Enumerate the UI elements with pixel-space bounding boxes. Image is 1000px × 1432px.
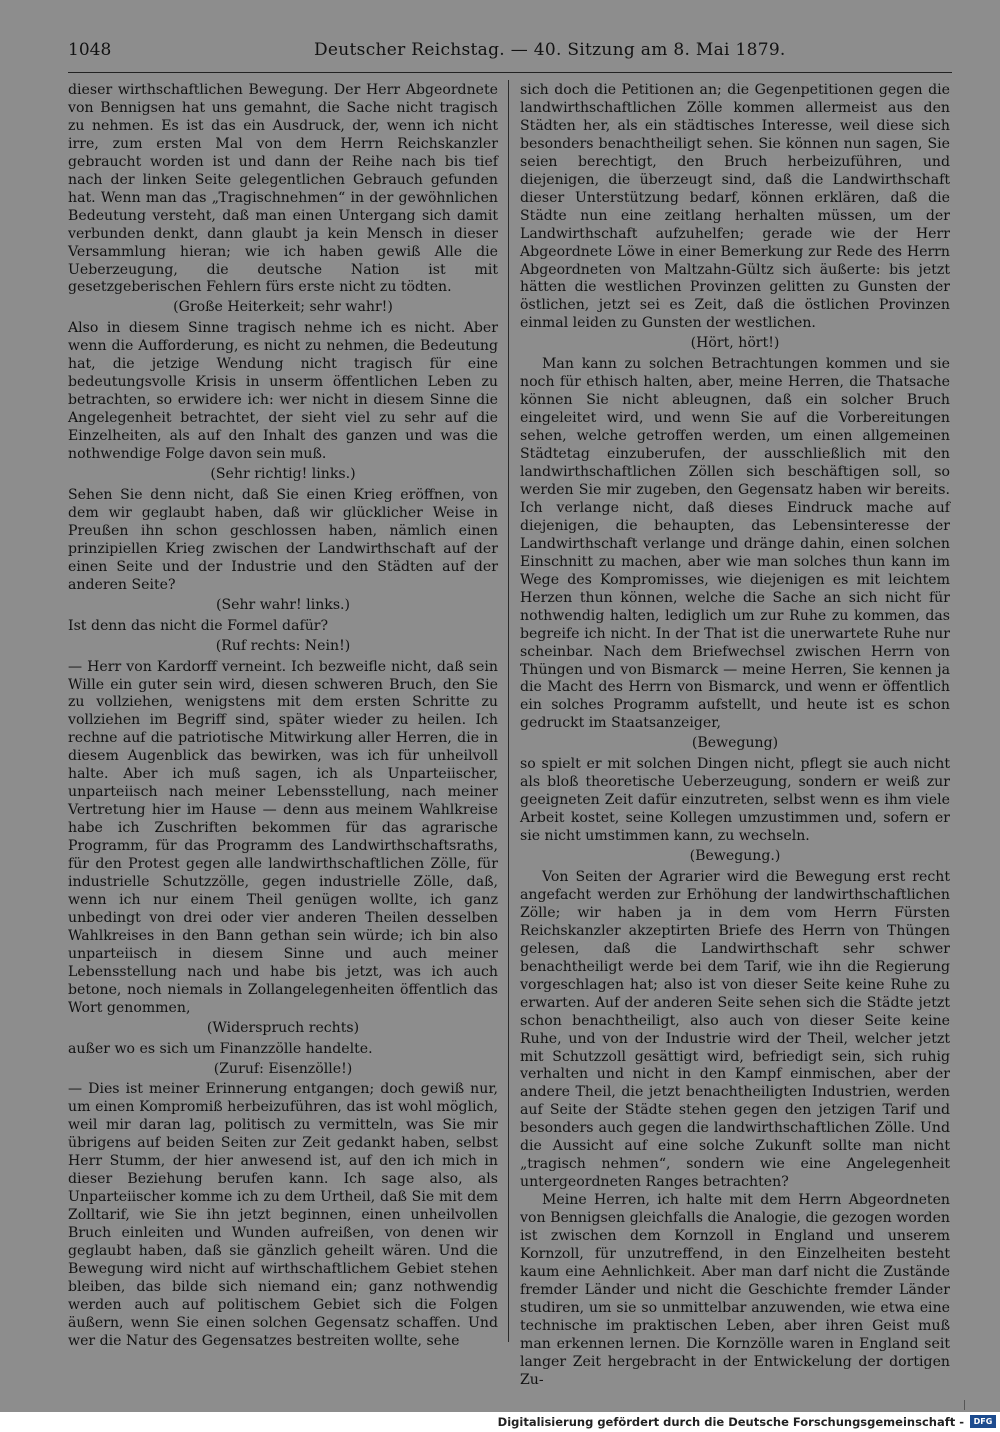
interjection: (Zuruf: Eisenzölle!) bbox=[213, 1060, 353, 1077]
digitization-footer bbox=[0, 1412, 1000, 1432]
interjection: (Widerspruch rechts) bbox=[206, 1019, 360, 1036]
footer-credit: Digitalisierung gefördert durch die Deutsche Forschungsgemeinschaft - bbox=[497, 1415, 964, 1429]
interjection: (Bewegung.) bbox=[689, 848, 781, 865]
speech-paragraph: Von Seiten der Agrarier wird die Bewegung erst recht angefacht werden zur Erhöhung der landwirthschaftlichen Zölle; wir haben ja in dem vom Herrn Fürsten Reichskanzler akzeptirten Briefe des Herrn von Thüngen gelesen, daß die Landwirthschaft sehr schwer benachtheiligt werde bei dem Tarif, wie ihn die Regierung vorgeschlagen hat; also ist von dieser Seite keine Ruhe zu erwarten. Auf der anderen Seite sehen sich die Städte jetzt schon benachtheiligt, also auch von dieser Seite keine Ruhe, und von der Industrie wird der Theil, welcher jetzt mit Schutzzoll gesättigt wird, befriedigt sein, sich ruhig verhalten und nicht in den Kampf einmischen, aber der andere Theil, die jetzt benachtheiligten Industrien, werden auf Seite der Städte stehen gegen den jetzigen Tarif und besonders auch gegen die landwirthschaftlichen Zölle. Und die Aussicht auf eine solche Zukunft sollte man nicht „tragisch nehmen“, sondern wie eine Angelegenheit untergeordneten Ranges betrachten? bbox=[520, 868, 950, 1191]
speech-paragraph: — Dies ist meiner Erinnerung entgangen; doch gewiß nur, um einen Kompromiß herbeizuführen, das ist wohl möglich, weil mir daran lag, politisch zu vermitteln, was Sie mir übrigens auf beiden Seiten zur Zeit gedankt haben, selbst Herr Stumm, der hier anwesend ist, auf den ich mich in dieser Beziehung berufen kann. Ich sage also, als Unparteiischer komme ich zu dem Urtheil, daß Sie mit dem Zolltarif, wie Sie ihn jetzt beginnen, einen unheilvollen Bruch einleiten und Wunden aufreißen, von denen wir geglaubt haben, daß sie gänzlich geheilt wären. Und die Bewegung wird nicht auf wirthschaftlichem Gebiet stehen bleiben, das bilde sich niemand ein; ganz nothwendig werden auch auf politischem Gebiet sich die Folgen äußern, wenn Sie einen solchen Gegensatz schaffen. Und wer die Natur des Gegensatzes bestreiten wollte, sehe bbox=[68, 1081, 498, 1349]
text-column-right bbox=[520, 82, 950, 1388]
interjection: (Sehr richtig! links.) bbox=[210, 466, 356, 483]
page-header bbox=[68, 40, 954, 66]
interjection: (Bewegung) bbox=[691, 735, 779, 752]
running-title: Deutscher Reichstag. — 40. Sitzung am 8. Mai 1879. bbox=[314, 40, 786, 60]
speech-paragraph: sich doch die Petitionen an; die Gegenpetitionen gegen die landwirthschaftlichen Zölle kommen allermeist aus den Städten her, als ein städtisches Interesse, weil diese sich besonders benachtheiligt sehen. Sie können nun sagen, Sie seien berechtigt, den Bruch herbeizuführen, und diejenigen, die überzeugt sind, daß die Landwirthschaft dieser Unterstützung bedarf, können erklären, daß die Städte nun eine zeitlang herhalten müssen, um der Landwirthschaft aufzuhelfen; gerade wie der Herr Abgeordnete Löwe in einer Bemerkung zur Rede des Herrn Abgeordneten von Maltzahn-Gültz sich äußerte: bis jetzt hätten die westlichen Provinzen gelitten zu Gunsten der östlichen, jetzt sei es Zeit, daß die östlichen Provinzen einmal leiden zu Gunsten der westlichen. bbox=[520, 82, 950, 332]
speech-paragraph: Man kann zu solchen Betrachtungen kommen und sie noch für ethisch halten, aber, meine Herren, die Thatsache können Sie nicht ableugnen, daß ein solcher Bruch eingeleitet wird, und wenn Sie auf die Vorbereitungen sehen, welche getroffen werden, um einen allgemeinen Städtetag einzuberufen, der ausschließlich mit den landwirthschaftlichen Zöllen sich beschäftigen soll, so werden Sie mir zugeben, den Gegensatz haben wir bereits. Ich verlange nicht, daß dieses Eindruck mache auf diejenigen, die behaupten, das Lebensinteresse der Landwirthschaft verlange und dränge dahin, einen solchen Einschnitt zu machen, aber wie man solches thun kann im Wege des Kompromisses, wie diejenigen es mit leichtem Herzen thun können, welche die Sache an sich nicht für nothwendig halten, lediglich um zur Ruhe zu kommen, das begreife ich nicht. In der That ist die unerwartete Ruhe nur scheinbar. Nach dem Briefwechsel zwischen Herrn von Thüngen und von Bismarck — meine Herren, Sie kennen ja die Macht des Herrn von Bismarck, und wenn er öffentlich ein solches Programm aufstellt, und heute ist es schon gedruckt im Staatsanzeiger, bbox=[520, 356, 950, 732]
interjection: (Ruf rechts: Nein!) bbox=[215, 637, 351, 654]
header-rule bbox=[68, 72, 952, 73]
speech-paragraph: außer wo es sich um Finanzzölle handelte. bbox=[68, 1040, 373, 1057]
interjection: (Hört, hört!) bbox=[690, 335, 780, 352]
text-column-left bbox=[68, 82, 498, 1349]
interjection: (Sehr wahr! links.) bbox=[215, 596, 351, 613]
speech-paragraph: — Herr von Kardorff verneint. Ich bezweifle nicht, daß sein Wille ein guter sein wird, diesen schweren Bruch, den Sie zu vollziehen, wenigstens mit dem ersten Schritte zu vollziehen im Begriff sind, später wieder zu heilen. Ich rechne auf die patriotische Mitwirkung aller Herren, die in diesem Augenblick das bewirken, was ich für unheilvoll halte. Aber ich muß sagen, ich als Unparteiischer, unparteiisch nach meiner Lebensstellung, nach meiner Vertretung hier im Hause — denn aus meinem Wahlkreise habe ich Zuschriften bekommen für das agrarische Programm, für das Programm des Landwirthschaftsraths, für den Protest gegen alle landwirthschaftlichen Zölle, für industrielle Schutzzölle, gegen industrielle Zölle, daß, wenn ich nur einem Theil genügen wollte, ich ganz unbedingt von drei oder vier anderen Theilen desselben Wahlkreises in den Bann gethan sein würde; ich bin also unparteiisch in diesem Sinne und auch meiner Lebensstellung nach und habe bis jetzt, was ich auch betone, noch niemals in Zollangelegenheiten öffentlich das Wort genommen, bbox=[68, 658, 498, 1016]
speech-paragraph: Meine Herren, ich halte mit dem Herrn Abgeordneten von Bennigsen gleichfalls die Analogie, die gezogen worden ist zwischen dem Kornzoll in England und unserem Kornzoll, für unzutreffend, in den Einzelheiten besteht kaum eine Aehnlichkeit. Aber man darf nicht die Zustände fremder Länder und nicht die Geschichte fremder Länder studiren, um sie so unmittelbar anzuwenden, wie etwa eine technische im praktischen Leben, aber ihren Geist muß man erkennen lernen. Die Kornzölle waren in England seit langer Zeit hergebracht in der Entwickelung der dortigen Zu- bbox=[520, 1192, 950, 1388]
interjection: (Große Heiterkeit; sehr wahr!) bbox=[173, 299, 393, 316]
scan-edge-mark bbox=[964, 1400, 965, 1410]
speech-paragraph: Also in diesem Sinne tragisch nehme ich es nicht. Aber wenn die Aufforderung, es nicht zu nehmen, die Bedeutung hat, die jetzige Wendung nicht tragisch für eine bedeutungsvolle Krisis in unserm öffentlichen Leben zu betrachten, so erwidere ich: wer nicht in diesem Sinne die Angelegenheit betrachtet, der sieht viel zu sehr auf die Einzelheiten, als auf den Inhalt des ganzen und was die nothwendige Folge davon sein muß. bbox=[68, 320, 498, 463]
speech-paragraph: Sehen Sie denn nicht, daß Sie einen Krieg eröffnen, von dem wir geglaubt haben, daß wir glücklicher Weise in Preußen ihn schon geschlossen haben, nämlich einen prinzipiellen Krieg zwischen der Landwirthschaft auf der einen Seite und der Industrie und den Städten auf der anderen Seite? bbox=[68, 486, 498, 593]
speech-paragraph: Ist denn das nicht die Formel dafür? bbox=[68, 617, 329, 634]
speech-paragraph: so spielt er mit solchen Dingen nicht, pflegt sie auch nicht als bloß theoretische Ueberzeugung, sondern er weiß zur geeigneten Zeit dafür einzutreten, selbst wenn es ihm viele Arbeit kostet, seine Kollegen umzustimmen und, sofern er sie nicht umstimmen kann, zu wechseln. bbox=[520, 756, 950, 845]
speech-paragraph: dieser wirthschaftlichen Bewegung. Der Herr Abgeordnete von Bennigsen hat uns gemahnt, die Sache nicht tragisch zu nehmen. Es ist das ein Ausdruck, der, wenn ich nicht irre, zum ersten Mal von dem Herrn Reichskanzler gebraucht worden ist und dann der Reihe nach bis tief nach der linken Seite gelegentlichen Gebrauch gefunden hat. Wenn man das „Tragischnehmen“ in der gewöhnlichen Bedeutung versteht, daß man einen Untergang sich damit verbunden denkt, dann glaubt ja kein Mensch in dieser Versammlung hieran; wie ich haben gewiß Alle die Ueberzeugung, die deutsche Nation ist mit gesetzgeberischen Fehlern fürs erste nicht zu tödten. bbox=[68, 82, 498, 296]
page-number: 1048 bbox=[68, 40, 112, 60]
column-divider bbox=[508, 80, 509, 1342]
dfg-logo: DFG bbox=[970, 1415, 996, 1428]
